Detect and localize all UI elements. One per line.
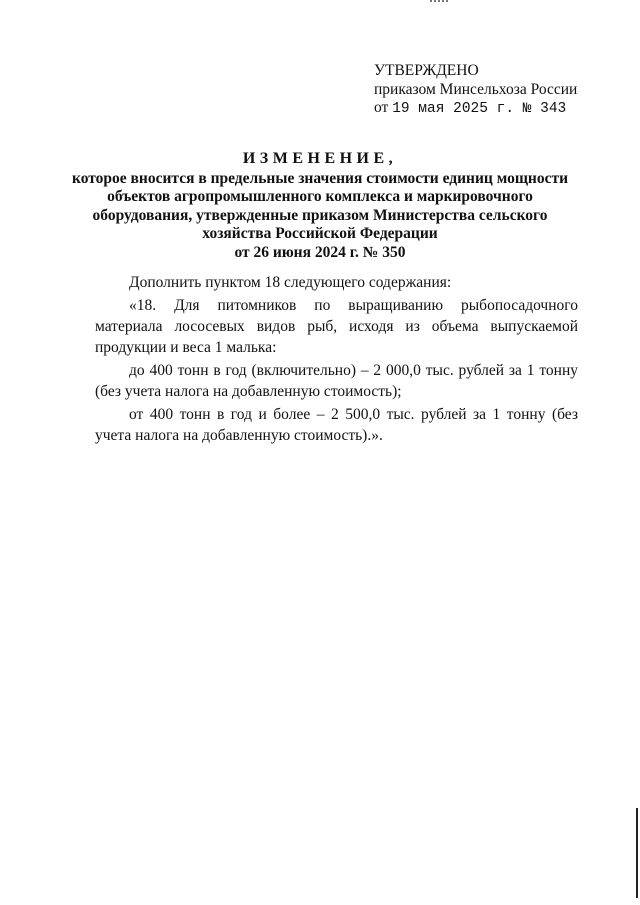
body-paragraph: от 400 тонн в год и более – 2 500,0 тыс. рублей за 1 тонну (без учета налога на добавленную стоимость).». [95, 406, 578, 444]
body-paragraph: до 400 тонн в год (включительно) – 2 000,0 тыс. рублей за 1 тонну (без учета налога на добавленную стоимость); [95, 362, 578, 400]
approval-stamp [374, 62, 577, 119]
heading-title: ИЗМЕНЕНИЕ, [242, 150, 398, 167]
document-heading [60, 150, 580, 262]
approval-date-number: 19 мая 2025 г. № 343 [392, 101, 567, 117]
document-body [95, 272, 578, 446]
heading-line: от 26 июня 2024 г. № 350 [234, 243, 406, 261]
approval-title: УТВЕРЖДЕНО [374, 62, 479, 79]
approval-order: приказом Минсельхоза России [374, 80, 578, 98]
scan-artifact [430, 0, 448, 2]
heading-line: оборудования, утвержденные приказом Министерства сельского [92, 206, 548, 224]
heading-line: которое вносится в предельные значения стоимости единиц мощности [71, 169, 569, 187]
heading-line: объектов агропромышленного комплекса и маркировочного [107, 188, 533, 205]
page-edge-mark [636, 808, 638, 898]
approval-date-prefix: от [374, 99, 389, 116]
approval-date-line [374, 99, 577, 119]
heading-line: хозяйства Российской Федерации [202, 225, 438, 242]
body-paragraph: «18. Для питомников по выращиванию рыбопосадочного материала лососевых видов рыб, исходя из объема выпускаемой продукции и веса 1 малька: [95, 297, 578, 356]
body-paragraph: Дополнить пунктом 18 следующего содержания: [129, 274, 452, 291]
